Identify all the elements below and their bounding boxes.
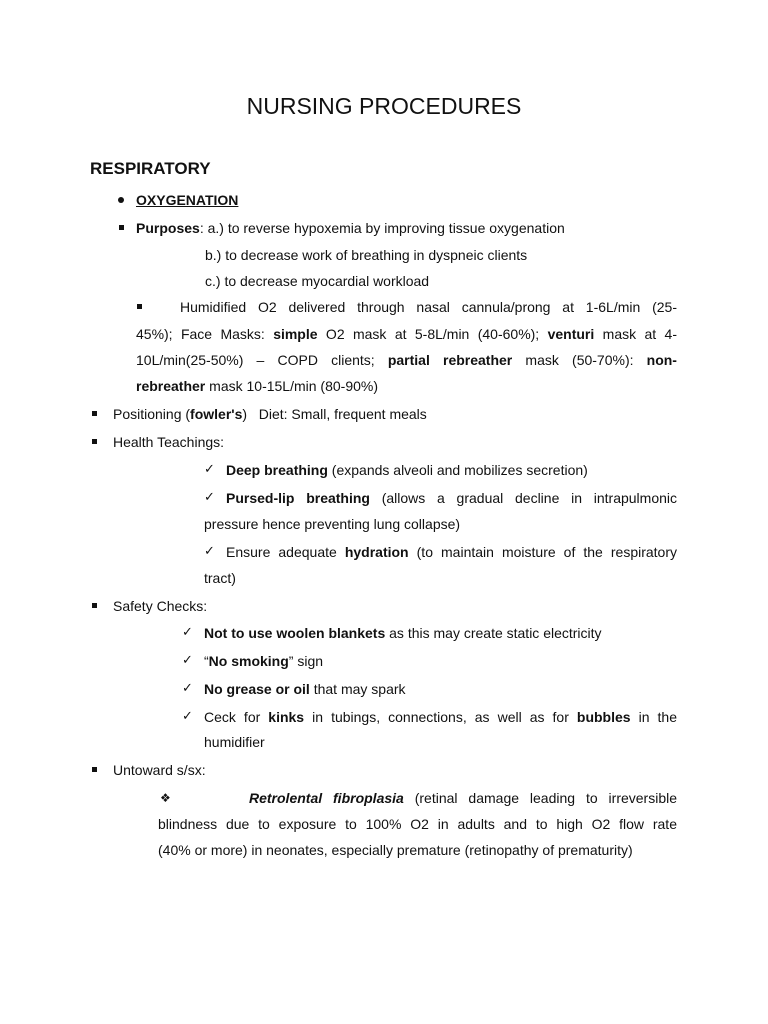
text: ) Diet: Small, frequent meals — [242, 406, 427, 422]
checkmark-icon: ✓ — [204, 544, 215, 559]
text: kinks — [268, 709, 305, 725]
text: Ceck for — [204, 709, 269, 725]
text: (to maintain moisture of the respiratory — [408, 544, 678, 560]
teaching-pursed-lip-cont: pressure hence preventing lung collapse) — [204, 516, 461, 532]
text: (retinal damage leading to irreversible — [403, 790, 678, 806]
humidified-line-4 — [136, 377, 378, 395]
text: O2 mask at 5-8L/min (40-60%); — [317, 326, 548, 342]
teaching-pursed-lip — [226, 489, 677, 507]
purposes-line-a — [136, 219, 565, 237]
positioning-line — [113, 405, 427, 423]
purposes-a: : a.) to reverse hypoxemia by improving tissue oxygenation — [199, 220, 565, 236]
diamond-bullet-icon: ❖ — [160, 791, 171, 805]
teaching-deep-breathing — [226, 461, 588, 479]
safety-kinks — [204, 708, 677, 726]
safety-woolen — [204, 624, 602, 642]
mask-type-simple: simple — [273, 326, 318, 342]
section-heading: RESPIRATORY — [90, 159, 211, 178]
checkmark-icon: ✓ — [182, 653, 193, 668]
text: “ — [204, 653, 209, 669]
purposes-c: c.) to decrease myocardial workload — [205, 273, 430, 289]
checkmark-icon: ✓ — [182, 625, 193, 640]
checkmark-icon: ✓ — [182, 681, 193, 696]
positioning-fowlers: fowler's — [190, 406, 243, 422]
untoward-line-3: (40% or more) in neonates, especially premature (retinopathy of prematurity) — [158, 842, 633, 858]
text: No smoking — [208, 653, 289, 669]
bullet-square — [92, 767, 97, 772]
page-title: NURSING PROCEDURES — [246, 93, 522, 119]
text: 45%); Face Masks: — [136, 326, 274, 342]
text: ” sign — [288, 653, 324, 669]
text: Not to use woolen blankets — [204, 625, 386, 641]
text: that may spark — [309, 681, 406, 697]
text: Retrolental fibroplasia — [249, 790, 404, 806]
bullet-square — [92, 411, 97, 416]
text: as this may create static electricity — [385, 625, 602, 641]
safety-checks-label: Safety Checks: — [113, 598, 208, 614]
purposes-b: b.) to decrease work of breathing in dyspneic clients — [205, 247, 528, 263]
text: in the — [630, 709, 677, 725]
humidified-line-3 — [136, 351, 677, 369]
untoward-retrolental — [249, 789, 677, 807]
bullet-square — [92, 439, 97, 444]
safety-no-smoking — [204, 652, 323, 670]
untoward-line-2: blindness due to exposure to 100% O2 in adults and to high O2 flow rate — [158, 816, 677, 832]
mask-type-venturi: venturi — [547, 326, 595, 342]
mask-type-partial-rebreather: partial rebreather — [387, 352, 513, 368]
checkmark-icon: ✓ — [204, 462, 215, 477]
safety-kinks-cont: humidifier — [204, 734, 265, 750]
text: bubbles — [576, 709, 631, 725]
health-teachings-label: Health Teachings: — [113, 434, 225, 450]
text: No grease or oil — [204, 681, 310, 697]
mask-type-non-rebreather: non- — [646, 352, 677, 368]
teaching-hydration — [226, 543, 677, 561]
bullet-square — [119, 225, 124, 230]
safety-grease — [204, 680, 406, 698]
text: (expands alveoli and mobilizes secretion) — [327, 462, 588, 478]
text: in tubings, connections, as well as for — [304, 709, 577, 725]
text: Positioning ( — [113, 406, 191, 422]
text: Pursed-lip breathing — [226, 490, 370, 506]
mask-type-rebreather: rebreather — [136, 378, 206, 394]
text: 10L/min(25-50%) – COPD clients; — [136, 352, 388, 368]
untoward-label: Untoward s/sx: — [113, 762, 206, 778]
bullet-square — [137, 304, 142, 309]
oxygenation-heading: OXYGENATION — [136, 192, 239, 208]
humidified-line-2 — [136, 325, 677, 343]
humidified-line-1: Humidified O2 delivered through nasal cannula/prong at 1-6L/min (25- — [180, 299, 677, 315]
text: mask (50-70%): — [512, 352, 647, 368]
text: mask 10-15L/min (80-90%) — [205, 378, 379, 394]
purposes-label: Purposes — [136, 220, 200, 236]
text: (allows a gradual decline in intrapulmonic — [369, 490, 678, 506]
bullet-dot — [118, 197, 124, 203]
text: hydration — [344, 544, 409, 560]
text: mask at 4- — [594, 326, 678, 342]
text: Deep breathing — [226, 462, 328, 478]
checkmark-icon: ✓ — [182, 709, 193, 724]
teaching-hydration-cont: tract) — [204, 570, 236, 586]
text: Ensure adequate — [226, 544, 345, 560]
checkmark-icon: ✓ — [204, 490, 215, 505]
bullet-square — [92, 603, 97, 608]
